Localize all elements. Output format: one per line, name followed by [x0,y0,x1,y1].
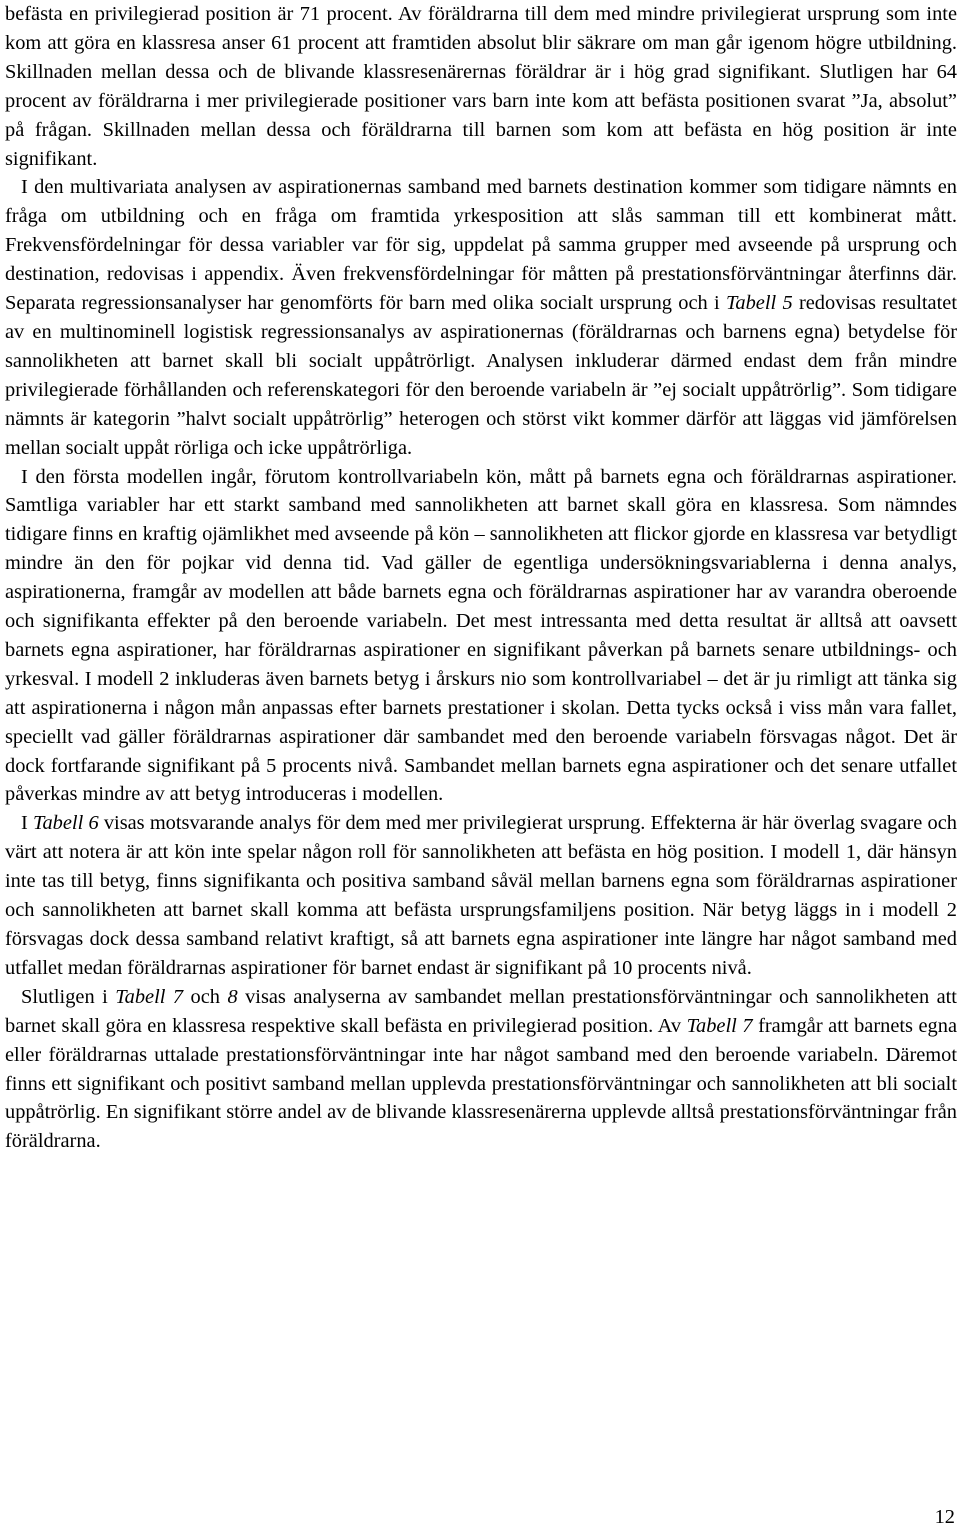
paragraph-4 [5,809,957,982]
text-run: framgår att barnets egna eller föräldrarnas uttalade prestationsförväntningar inte har något samband med den beroende variabeln. Däremot finns ett signifikant och positivt samband mellan upplevda prestationsförväntningar och sannolikheten att bli socialt uppåtrörlig. En signifikant större andel av de blivande klassresenärerna upplevde alltså prestationsförväntningar från föräldrarna. [5,1014,958,1153]
text-run: Slutligen i [21,985,116,1008]
text-run: I den multivariata analysen av aspirationernas samband med barnets destination kommer som tidigare nämnts en fråga om utbildning och en fråga om framtida yrkesposition att slås samman till ett kombinerat mått. Frekvensfördelningar för dessa variabler var för sig, uppdelat på samma grupper med avseende på ursprung och destination, redovisas i appendix. Även frekvensfördelningar för måtten på prestationsförväntningar återfinns där. Separata regressionsanalyser har genomförts för barn med olika socialt ursprung och i [5,176,957,315]
text-run: redovisas resultatet av en multinominell logistisk regressionsanalys av aspirationernas (föräldrarnas och barnens egna) betydelse för sannolikheten att barnet skall bli socialt uppåtrörligt. Analysen inkluderar därmed endast dem från mindre privilegierade förhållanden och referenskategori för den beroende variabeln är ”ej socialt uppåtrörlig”. Som tidigare nämnts är kategorin ”halvt socialt uppåtrörlig” heterogen och störst vikt kommer därför att läggas vid jämförelsen mellan socialt uppåt rörliga och icke uppåtrörliga. [5,292,957,459]
text-run: befästa en privilegierad position är 71 procent. Av föräldrarna till dem med mindre privilegierat ursprung som inte kom att göra en klassresa anser 61 procent att framtiden absolut blir säkrare om man går igenom högre utbildning. Skillnaden mellan dessa och de blivande klassresenärernas föräldrar är i hög grad signifikant. Slutligen har 64 procent av föräldrarna i mer privilegierade positioner vars barn inte kom att befästa positionen svarat ”Ja, absolut” på frågan. Skillnaden mellan dessa och föräldrarna till barnen som kom att befästa en hög position är inte signifikant. [5,3,957,170]
text-run: I [21,812,33,835]
italic-reference: Tabell 7 [686,1014,753,1037]
paragraph-5 [5,983,957,1156]
text-run: I den första modellen ingår, förutom kontrollvariabeln kön, mått på barnets egna och föräldrarnas aspirationer. Samtliga variabler har ett starkt samband med sannolikheten att barnet skall göra en klassresa. Som nämndes tidigare finns en kraftig ojämlikhet med avseende på kön – sannolikheten att flickor gjorde en klassresa var betydligt mindre än den för pojkar vid denna tid. Vad gäller de egentliga undersökningsvariablerna i denna analys, aspirationerna, framgår av modellen att både barnets egna och föräldrarnas aspirationer har av varandra oberoende och signifikanta effekter på den beroende variabeln. Det mest intressanta med detta resultat är alltså att oavsett barnets egna aspirationer, har föräldrarnas aspirationer en signifikant påverkan på barnets senare utbildnings- och yrkesval. I modell 2 inkluderas även barnets betyg i årskurs nio som kontrollvariabel – det är ju rimligt att tänka sig att aspirationerna i någon mån anpassas efter barnets prestationer i skolan. Detta tycks också i viss mån vara fallet, speciellt vad gäller föräldrarnas aspirationer där sambandet med den beroende variabeln försvagas något. Det är dock fortfarande signifikant på 5 procents nivå. Sambandet mellan barnets egna aspirationer och det senare utfallet påverkas mindre av att betyg introduceras i modellen. [5,465,957,806]
page-number: 12 [934,1506,955,1528]
text-run: visas analyserna av sambandet mellan prestationsförväntningar och sannolikheten att barnet skall göra en klassresa respektive skall befästa en privilegierad position. Av [5,985,957,1037]
paragraph-3 [5,463,957,810]
paragraph-2 [5,173,957,462]
italic-reference: Tabell 7 [115,985,184,1008]
text-run: visas motsvarande analys för dem med mer privilegierat ursprung. Effekterna är här överlag svagare och värt att notera är att kön inte spelar någon roll för sannolikheten att befästa en hög position. I modell 1, där hänsyn inte tas till betyg, finns signifikanta och positiva samband såväl mellan barnens egna som föräldrarnas aspirationer och sannolikheten att barnet skall komma att befästa ursprungsfamiljens position. När betyg läggs in i modell 2 försvagas dock dessa samband relativt kraftigt, så att barnets egna aspirationer inte längre har något samband med utfallet medan föräldrarnas aspirationer för barnet endast är signifikant på 10 procents nivå. [5,812,957,979]
italic-reference: Tabell 6 [33,812,99,835]
document-body [5,0,957,1156]
italic-reference: 8 [227,985,238,1008]
paragraph-1 [5,0,957,173]
text-run: och [183,985,228,1008]
italic-reference: Tabell 5 [725,292,793,315]
